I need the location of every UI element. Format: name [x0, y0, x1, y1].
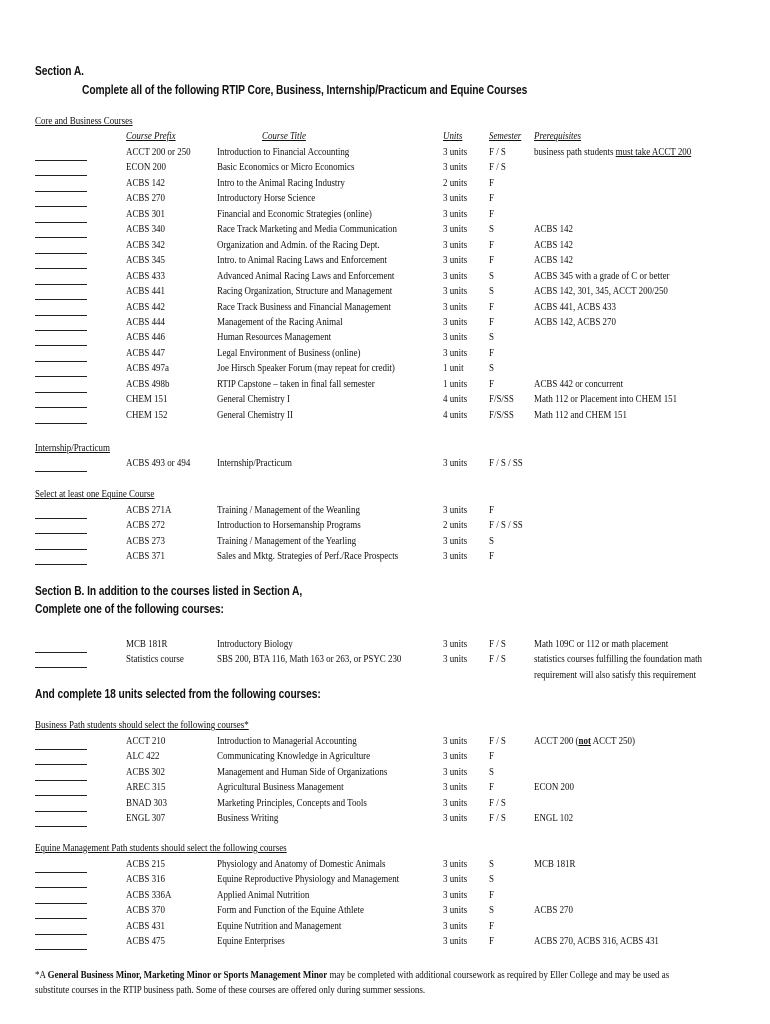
checkoff-blank[interactable] [35, 253, 87, 254]
prereq-text: Math 112 or Placement into CHEM 151 [534, 394, 678, 406]
section-b-heading-3: And complete 18 units selected from the following courses: [35, 687, 321, 701]
checkoff-blank[interactable] [35, 206, 87, 207]
course-title: Racing Organization, Structure and Management [217, 286, 393, 298]
course-title: Management and Human Side of Organizations [217, 766, 388, 778]
course-prefix: ECON 200 [126, 162, 166, 174]
course-title: Intro. to Animal Racing Laws and Enforcement [217, 255, 387, 267]
course-title: Introduction to Financial Accounting [217, 147, 350, 158]
course-units: 3 units [443, 239, 468, 251]
course-units: 3 units [443, 316, 468, 328]
prereq-text: Math 112 and CHEM 151 [534, 409, 628, 421]
course-title: Organization and Admin. of the Racing Dept. [217, 239, 380, 251]
table-row [0, 536, 770, 551]
course-prerequisite [534, 936, 659, 947]
checkoff-blank[interactable] [35, 652, 87, 653]
checkoff-blank[interactable] [35, 795, 87, 796]
course-units: 3 units [443, 936, 468, 947]
prereq-text: ACBS 142 [534, 239, 573, 251]
table-row [0, 379, 770, 394]
course-semester: F [489, 193, 494, 205]
course-units: 3 units [443, 208, 468, 220]
course-prefix: ACBS 475 [126, 936, 165, 947]
course-semester: F / S [489, 654, 506, 666]
course-title: Human Resources Management [217, 332, 332, 344]
course-title: Legal Environment of Business (online) [217, 347, 361, 359]
footnote-line-2: substitute courses in the RTIP business path. Some of these courses are offered only during summer sessions. [35, 985, 426, 996]
course-semester: S [489, 859, 494, 870]
course-title: Introductory Biology [217, 639, 293, 650]
checkoff-blank[interactable] [35, 564, 87, 565]
prereq-text: ECON 200 [534, 782, 574, 794]
course-title: Introduction to Managerial Accounting [217, 736, 357, 747]
table-row [0, 767, 770, 782]
table-row [0, 224, 770, 239]
footnote-rest: may be completed with additional coursework as required by Eller College and may be used as [327, 970, 670, 981]
table-row [0, 798, 770, 813]
table-row [0, 147, 770, 162]
course-title: Equine Enterprises [217, 936, 285, 947]
course-units: 3 units [443, 270, 468, 282]
course-title: Internship/Practicum [217, 458, 292, 469]
course-prefix: AREC 315 [126, 782, 166, 794]
checkoff-blank[interactable] [35, 376, 87, 377]
course-units: 3 units [443, 286, 468, 298]
checkoff-blank[interactable] [35, 175, 87, 176]
section-b-heading-2: Complete one of the following courses: [35, 602, 224, 616]
course-units: 3 units [443, 859, 468, 870]
prereq-text: ACBS 270, ACBS 316, ACBS 431 [534, 936, 659, 947]
course-title: Race Track Marketing and Media Communication [217, 224, 397, 236]
section-b-heading-1: Section B. In addition to the courses listed in Section A, [35, 584, 303, 598]
course-prefix: Statistics course [126, 654, 184, 666]
col-header-prefix: Course Prefix [126, 131, 176, 142]
course-title: Basic Economics or Micro Economics [217, 162, 355, 174]
table-row [0, 458, 770, 473]
section-a-label: Section A. [35, 64, 84, 78]
footnote-star: *A [35, 970, 48, 981]
course-semester: F [489, 177, 494, 189]
equine-course-label: Select at least one Equine Course [35, 489, 155, 500]
checkoff-blank[interactable] [35, 667, 87, 668]
course-units: 2 units [443, 520, 468, 532]
prereq-text: ACBS 270 [534, 905, 573, 917]
table-row [0, 890, 770, 905]
table-row [0, 813, 770, 828]
section-a-heading: Complete all of the following RTIP Core, Business, Internship/Practicum and Equine Courses [82, 83, 528, 97]
prereq-text: ACBS 142 [534, 255, 573, 267]
course-title: Agricultural Business Management [217, 782, 344, 794]
table-row [0, 936, 770, 951]
course-prefix: BNAD 303 [126, 797, 167, 809]
checkoff-blank[interactable] [35, 949, 87, 950]
checkoff-blank[interactable] [35, 284, 87, 285]
table-row [0, 302, 770, 317]
checkoff-blank[interactable] [35, 345, 87, 346]
course-prefix: ACBS 336A [126, 889, 172, 901]
course-units: 3 units [443, 255, 468, 267]
table-row [0, 782, 770, 797]
course-prefix: ACBS 302 [126, 766, 165, 778]
course-semester: S [489, 363, 494, 375]
course-prefix: MCB 181R [126, 639, 168, 650]
course-title: General Chemistry I [217, 394, 290, 406]
course-semester: F [489, 782, 494, 794]
course-prerequisite [534, 271, 670, 282]
course-units: 3 units [443, 301, 468, 313]
checkoff-blank[interactable] [35, 811, 87, 812]
course-title: Introductory Horse Science [217, 193, 316, 205]
checkoff-blank[interactable] [35, 518, 87, 519]
table-row [0, 520, 770, 535]
course-units: 3 units [443, 736, 468, 747]
course-prerequisite [534, 905, 573, 916]
checkoff-blank[interactable] [35, 549, 87, 550]
course-title: Management of the Racing Animal [217, 316, 343, 328]
checkoff-blank[interactable] [35, 764, 87, 765]
equine-path-label: Equine Management Path students should select the following courses [35, 843, 287, 854]
course-title: Physiology and Anatomy of Domestic Animals [217, 859, 386, 870]
business-path-label: Business Path students should select the following courses* [35, 720, 249, 731]
internship-label: Internship/Practicum [35, 443, 110, 454]
course-title: Equine Reproductive Physiology and Management [217, 874, 400, 886]
checkoff-blank[interactable] [35, 222, 87, 223]
checkoff-blank[interactable] [35, 872, 87, 873]
course-semester: F [489, 920, 494, 932]
course-prerequisite [534, 410, 627, 421]
prereq-continued: requirement will also satisfy this requirement [534, 670, 697, 681]
footnote-line-1 [35, 970, 669, 981]
course-semester: F/S/SS [489, 394, 514, 406]
course-prefix: ACBS 446 [126, 332, 165, 344]
course-prefix: ACBS 301 [126, 208, 165, 220]
course-prefix: ACBS 271A [126, 505, 172, 516]
course-units: 3 units [443, 654, 468, 666]
checkoff-blank[interactable] [35, 330, 87, 331]
course-prefix: ACCT 200 or 250 [126, 147, 191, 158]
course-prerequisite [534, 147, 691, 158]
course-semester: S [489, 766, 494, 778]
table-row [0, 363, 770, 378]
course-units: 3 units [443, 639, 468, 650]
course-units: 3 units [443, 751, 468, 763]
prereq-text: business path students [534, 147, 614, 158]
course-prefix: ACBS 272 [126, 520, 165, 532]
table-row [0, 178, 770, 193]
checkoff-blank[interactable] [35, 887, 87, 888]
course-units: 3 units [443, 332, 468, 344]
table-row [0, 736, 770, 751]
course-prerequisite [534, 782, 574, 793]
table-row [0, 551, 770, 566]
course-semester: F [489, 347, 494, 359]
course-prefix: ACBS 270 [126, 193, 165, 205]
course-prefix: CHEM 151 [126, 394, 168, 406]
prereq-text: Math 109C or 112 or math placement [534, 639, 669, 650]
checkoff-blank[interactable] [35, 471, 87, 472]
course-prerequisite [534, 859, 575, 870]
course-prefix: ACBS 273 [126, 535, 165, 547]
checkoff-blank[interactable] [35, 361, 87, 362]
table-row [0, 271, 770, 286]
checkoff-blank[interactable] [35, 934, 87, 935]
table-row [0, 255, 770, 270]
course-title: Training / Management of the Weanling [217, 505, 360, 516]
table-row [0, 332, 770, 347]
course-semester: F [489, 378, 494, 390]
course-prefix: ACBS 433 [126, 270, 165, 282]
course-semester: F / S [489, 813, 506, 824]
course-units: 3 units [443, 905, 468, 917]
course-title: Sales and Mktg. Strategies of Perf./Race Prospects [217, 551, 399, 563]
table-row [0, 859, 770, 874]
course-units: 3 units [443, 889, 468, 901]
table-row [0, 751, 770, 766]
checkoff-blank[interactable] [35, 268, 87, 269]
course-prefix: ALC 422 [126, 751, 160, 763]
col-header-prerequisites: Prerequisites [534, 131, 581, 142]
course-prerequisite [534, 286, 668, 297]
course-title: Financial and Economic Strategies (online) [217, 208, 372, 220]
course-title: Training / Management of the Yearling [217, 535, 357, 547]
course-semester: F / S / SS [489, 458, 523, 469]
prereq-text: MCB 181R [534, 859, 576, 870]
course-units: 3 units [443, 505, 468, 516]
course-units: 3 units [443, 797, 468, 809]
course-prefix: ACCT 210 [126, 736, 166, 747]
course-title: Equine Nutrition and Management [217, 920, 342, 932]
col-header-units: Units [443, 131, 463, 142]
checkoff-blank[interactable] [35, 423, 87, 424]
table-row [0, 317, 770, 332]
table-row [0, 639, 770, 654]
checkoff-blank[interactable] [35, 315, 87, 316]
table-row [0, 348, 770, 363]
table-row [0, 209, 770, 224]
course-units: 3 units [443, 458, 468, 469]
course-units: 3 units [443, 147, 468, 158]
core-business-label: Core and Business Courses [35, 116, 133, 127]
course-units: 3 units [443, 551, 468, 563]
course-prerequisite [534, 302, 616, 313]
course-units: 2 units [443, 177, 468, 189]
course-prefix: ACBS 142 [126, 177, 165, 189]
course-units: 3 units [443, 766, 468, 778]
course-prefix: ACBS 340 [126, 224, 165, 236]
course-units: 3 units [443, 874, 468, 886]
checkoff-blank[interactable] [35, 903, 87, 904]
course-semester: S [489, 224, 494, 236]
course-title: Intro to the Animal Racing Industry [217, 177, 345, 189]
course-semester: F [489, 239, 494, 251]
prereq-text: ENGL 102 [534, 813, 574, 824]
course-semester: F [489, 751, 494, 763]
course-prefix: ACBS 497a [126, 363, 169, 375]
course-title: Advanced Animal Racing Laws and Enforcement [217, 270, 395, 282]
checkoff-blank[interactable] [35, 392, 87, 393]
prereq-text: ACBS 441, ACBS 433 [534, 301, 616, 313]
course-title: General Chemistry II [217, 409, 293, 421]
course-semester: S [489, 286, 494, 298]
course-semester: S [489, 905, 494, 917]
course-prerequisite [534, 813, 573, 824]
course-prefix: ENGL 307 [126, 813, 166, 824]
course-prefix: ACBS 342 [126, 239, 165, 251]
course-semester: F / S [489, 162, 506, 174]
course-prefix: ACBS 447 [126, 347, 165, 359]
checkoff-blank[interactable] [35, 407, 87, 408]
course-prefix: ACBS 431 [126, 920, 165, 932]
course-semester: F [489, 505, 494, 516]
checkoff-blank[interactable] [35, 749, 87, 750]
course-prefix: ACBS 371 [126, 551, 165, 563]
col-header-title: Course Title [262, 131, 306, 142]
course-prerequisite [534, 654, 702, 665]
course-title: SBS 200, BTA 116, Math 163 or 263, or PSYC 230 [217, 654, 402, 666]
course-semester: F / S / SS [489, 520, 523, 532]
prereq-text: ACBS 142, ACBS 270 [534, 316, 616, 328]
checkoff-blank[interactable] [35, 191, 87, 192]
course-title: RTIP Capstone – taken in final fall semester [217, 378, 375, 390]
course-semester: F / S [489, 797, 506, 809]
table-row [0, 905, 770, 920]
course-title: Form and Function of the Equine Athlete [217, 905, 364, 917]
prereq-text: ACBS 442 or concurrent [534, 378, 624, 390]
prereq-text: ACBS 142, 301, 345, ACCT 200/250 [534, 286, 668, 298]
course-prerequisite [534, 394, 677, 405]
course-semester: F / S [489, 736, 506, 747]
prereq-emphasis: not [578, 736, 591, 747]
course-prefix: ACBS 441 [126, 286, 165, 298]
course-title: Race Track Business and Financial Management [217, 301, 391, 313]
course-title: Communicating Knowledge in Agriculture [217, 751, 371, 763]
course-semester: S [489, 270, 494, 282]
prereq-text: statistics courses fulfilling the foundation math [534, 654, 703, 666]
course-prerequisite [534, 379, 623, 390]
course-prerequisite [534, 255, 573, 266]
table-row [0, 240, 770, 255]
checkoff-blank[interactable] [35, 160, 87, 161]
course-semester: F [489, 889, 494, 901]
prereq-text: ACBS 142 [534, 224, 573, 236]
course-semester: F [489, 316, 494, 328]
table-row [0, 410, 770, 425]
table-row [0, 162, 770, 177]
checkoff-blank[interactable] [35, 237, 87, 238]
course-prefix: ACBS 498b [126, 378, 170, 390]
course-semester: S [489, 874, 494, 886]
course-units: 4 units [443, 394, 468, 406]
course-units: 1 units [443, 378, 468, 390]
table-row [0, 654, 770, 669]
course-semester: S [489, 332, 494, 344]
course-units: 3 units [443, 224, 468, 236]
course-semester: F [489, 208, 494, 220]
checkoff-blank[interactable] [35, 780, 87, 781]
course-title: Joe Hirsch Speaker Forum (may repeat for credit) [217, 363, 395, 375]
course-units: 3 units [443, 782, 468, 794]
table-row [0, 286, 770, 301]
checkoff-blank[interactable] [35, 918, 87, 919]
prereq-text-end: ACCT 250) [590, 736, 635, 747]
course-prerequisite [534, 736, 635, 747]
prereq-text: ACCT 200 ( [534, 736, 579, 747]
table-row [0, 394, 770, 409]
course-units: 3 units [443, 813, 468, 824]
course-semester: F [489, 301, 494, 313]
course-prefix: CHEM 152 [126, 409, 168, 421]
prereq-text: ACBS 345 with a grade of C or better [534, 270, 670, 282]
table-row [0, 874, 770, 889]
table-row [0, 193, 770, 208]
course-units: 1 unit [443, 363, 464, 375]
course-prefix: ACBS 493 or 494 [126, 458, 191, 469]
course-units: 3 units [443, 162, 468, 174]
course-title: Business Writing [217, 813, 279, 824]
course-semester: F [489, 936, 494, 947]
course-prefix: ACBS 215 [126, 859, 165, 870]
course-prerequisite [534, 240, 573, 251]
course-prerequisite [534, 639, 668, 650]
course-prefix: ACBS 345 [126, 255, 165, 267]
course-semester: F / S [489, 147, 506, 158]
col-header-semester: Semester [489, 131, 522, 142]
table-row [0, 921, 770, 936]
course-prefix: ACBS 442 [126, 301, 165, 313]
course-prerequisite [534, 224, 573, 235]
course-title: Introduction to Horsemanship Programs [217, 520, 361, 532]
course-units: 4 units [443, 409, 468, 421]
footnote-minors: General Business Minor, Marketing Minor or Sports Management Minor [47, 970, 328, 981]
course-semester: F/S/SS [489, 409, 514, 421]
table-row [0, 505, 770, 520]
course-semester: F [489, 255, 494, 267]
course-prerequisite [534, 317, 616, 328]
course-semester: S [489, 535, 494, 547]
course-title: Applied Animal Nutrition [217, 889, 310, 901]
course-units: 3 units [443, 347, 468, 359]
course-prefix: ACBS 370 [126, 905, 165, 917]
course-prefix: ACBS 444 [126, 316, 165, 328]
course-units: 3 units [443, 535, 468, 547]
course-title: Marketing Principles, Concepts and Tools [217, 797, 367, 809]
checkoff-blank[interactable] [35, 299, 87, 300]
prereq-emphasis: must take ACCT 200 [615, 147, 692, 158]
course-semester: F [489, 551, 494, 563]
course-units: 3 units [443, 193, 468, 205]
checkoff-blank[interactable] [35, 826, 87, 827]
checkoff-blank[interactable] [35, 533, 87, 534]
course-semester: F / S [489, 639, 506, 650]
course-units: 3 units [443, 920, 468, 932]
course-prefix: ACBS 316 [126, 874, 165, 886]
